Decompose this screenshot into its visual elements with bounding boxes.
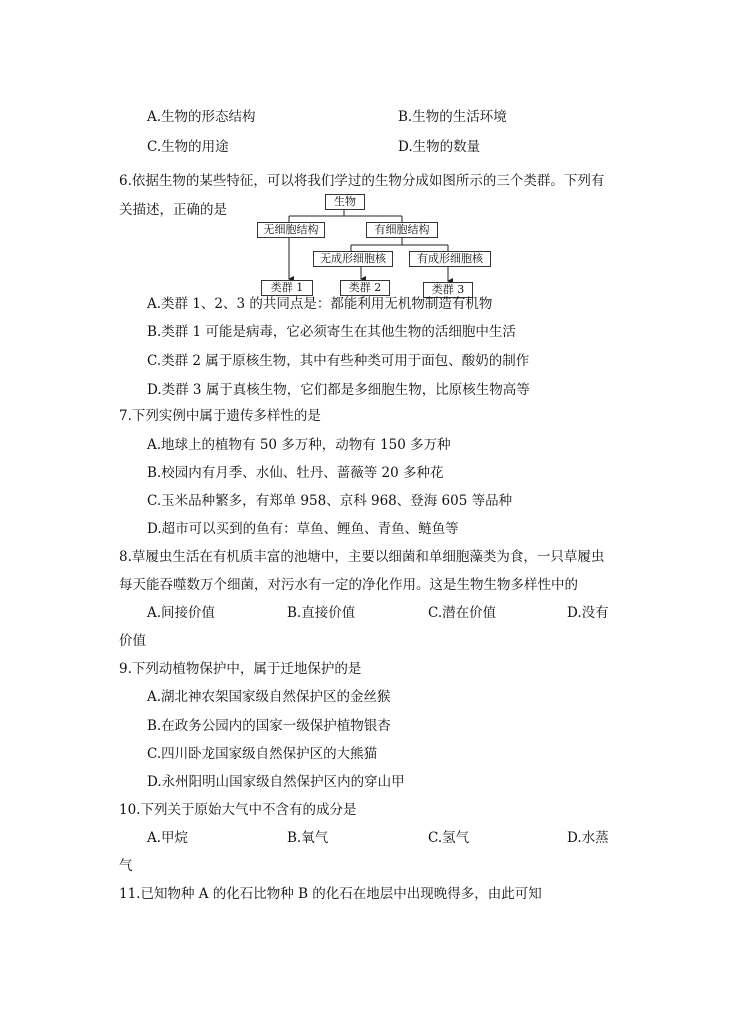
q10-option-d: D.水蒸	[567, 830, 609, 846]
q8-stem-line2: 每天能吞噬数万个细菌，对污水有一定的净化作用。这是生物生物多样性中的	[119, 577, 578, 593]
q6-option-c: C.类群 2 属于原核生物，其中有些种类可用于面包、酸奶的制作	[147, 353, 530, 369]
q7-option-d: D.超市可以买到的鱼有：草鱼、鲤鱼、青鱼、鲢鱼等	[147, 521, 459, 537]
q8-option-d: D.没有	[567, 605, 609, 621]
diagram-node-no-cell-structure: 无细胞结构	[257, 222, 325, 238]
q6-option-a: A.类群 1、2、3 的共同点是：都能利用无机物制造有机物	[147, 296, 493, 312]
diagram-node-group1: 类群 1	[261, 280, 313, 296]
diagram-node-has-cell-structure: 有细胞结构	[366, 222, 438, 238]
q8-stem-line1: 8.草履虫生活在有机质丰富的池塘中，主要以细菌和单细胞藻类为食，一只草履虫	[119, 549, 605, 565]
q6-option-b: B.类群 1 可能是病毒，它必须寄生在其他生物的活细胞中生活	[147, 324, 516, 340]
q7-option-c: C.玉米品种繁多，有郑单 958、京科 968、登海 605 等品种	[147, 493, 513, 509]
q9-option-b: B.在政务公园内的国家一级保护植物银杏	[147, 718, 391, 734]
q7-option-a: A.地球上的植物有 50 多万种，动物有 150 多万种	[147, 437, 451, 453]
diagram-node-has-nucleus: 有成形细胞核	[409, 251, 491, 267]
diagram-node-group3: 类群 3	[423, 282, 473, 298]
q7-option-b: B.校园内有月季、水仙、牡丹、蔷薇等 20 多种花	[147, 465, 444, 481]
q8-option-a: A.间接价值	[147, 605, 216, 621]
diagram-node-group2: 类群 2	[340, 280, 390, 296]
q6-stem-line1: 6.依据生物的某些特征，可以将我们学过的生物分成如图所示的三个类群。下列有	[119, 173, 605, 189]
q9-option-a: A.湖北神农架国家级自然保护区的金丝猴	[147, 689, 391, 705]
q8-option-d-wrap: 价值	[119, 633, 146, 649]
q11-stem: 11.已知物种 A 的化石比物种 B 的化石在地层中出现晚得多，由此可知	[119, 886, 542, 902]
q9-option-d: D.永州阳明山国家级自然保护区内的穿山甲	[147, 774, 405, 790]
q9-option-c: C.四川卧龙国家级自然保护区的大熊猫	[147, 746, 378, 762]
q10-option-b: B.氧气	[287, 830, 329, 846]
q10-option-c: C.氢气	[428, 830, 470, 846]
q5-option-d: D.生物的数量	[398, 139, 481, 155]
q8-option-b: B.直接价值	[287, 605, 356, 621]
q10-option-a: A.甲烷	[147, 830, 189, 846]
q6-stem-line2: 关描述，正确的是	[119, 202, 227, 218]
q6-option-d: D.类群 3 属于真核生物，它们都是多细胞生物，比原核生物高等	[147, 382, 530, 398]
q7-stem: 7.下列实例中属于遗传多样性的是	[119, 408, 321, 424]
q10-option-d-wrap: 气	[119, 858, 133, 874]
q5-option-a: A.生物的形态结构	[147, 109, 256, 125]
q5-option-c: C.生物的用途	[147, 139, 229, 155]
q9-stem: 9.下列动植物保护中，属于迁地保护的是	[119, 661, 362, 677]
diagram-node-no-nucleus: 无成形细胞核	[313, 251, 393, 267]
q8-option-c: C.潜在价值	[428, 605, 497, 621]
q5-option-b: B.生物的生活环境	[398, 109, 507, 125]
q10-stem: 10.下列关于原始大气中不含有的成分是	[119, 802, 357, 818]
diagram-root-node: 生物	[325, 194, 365, 210]
